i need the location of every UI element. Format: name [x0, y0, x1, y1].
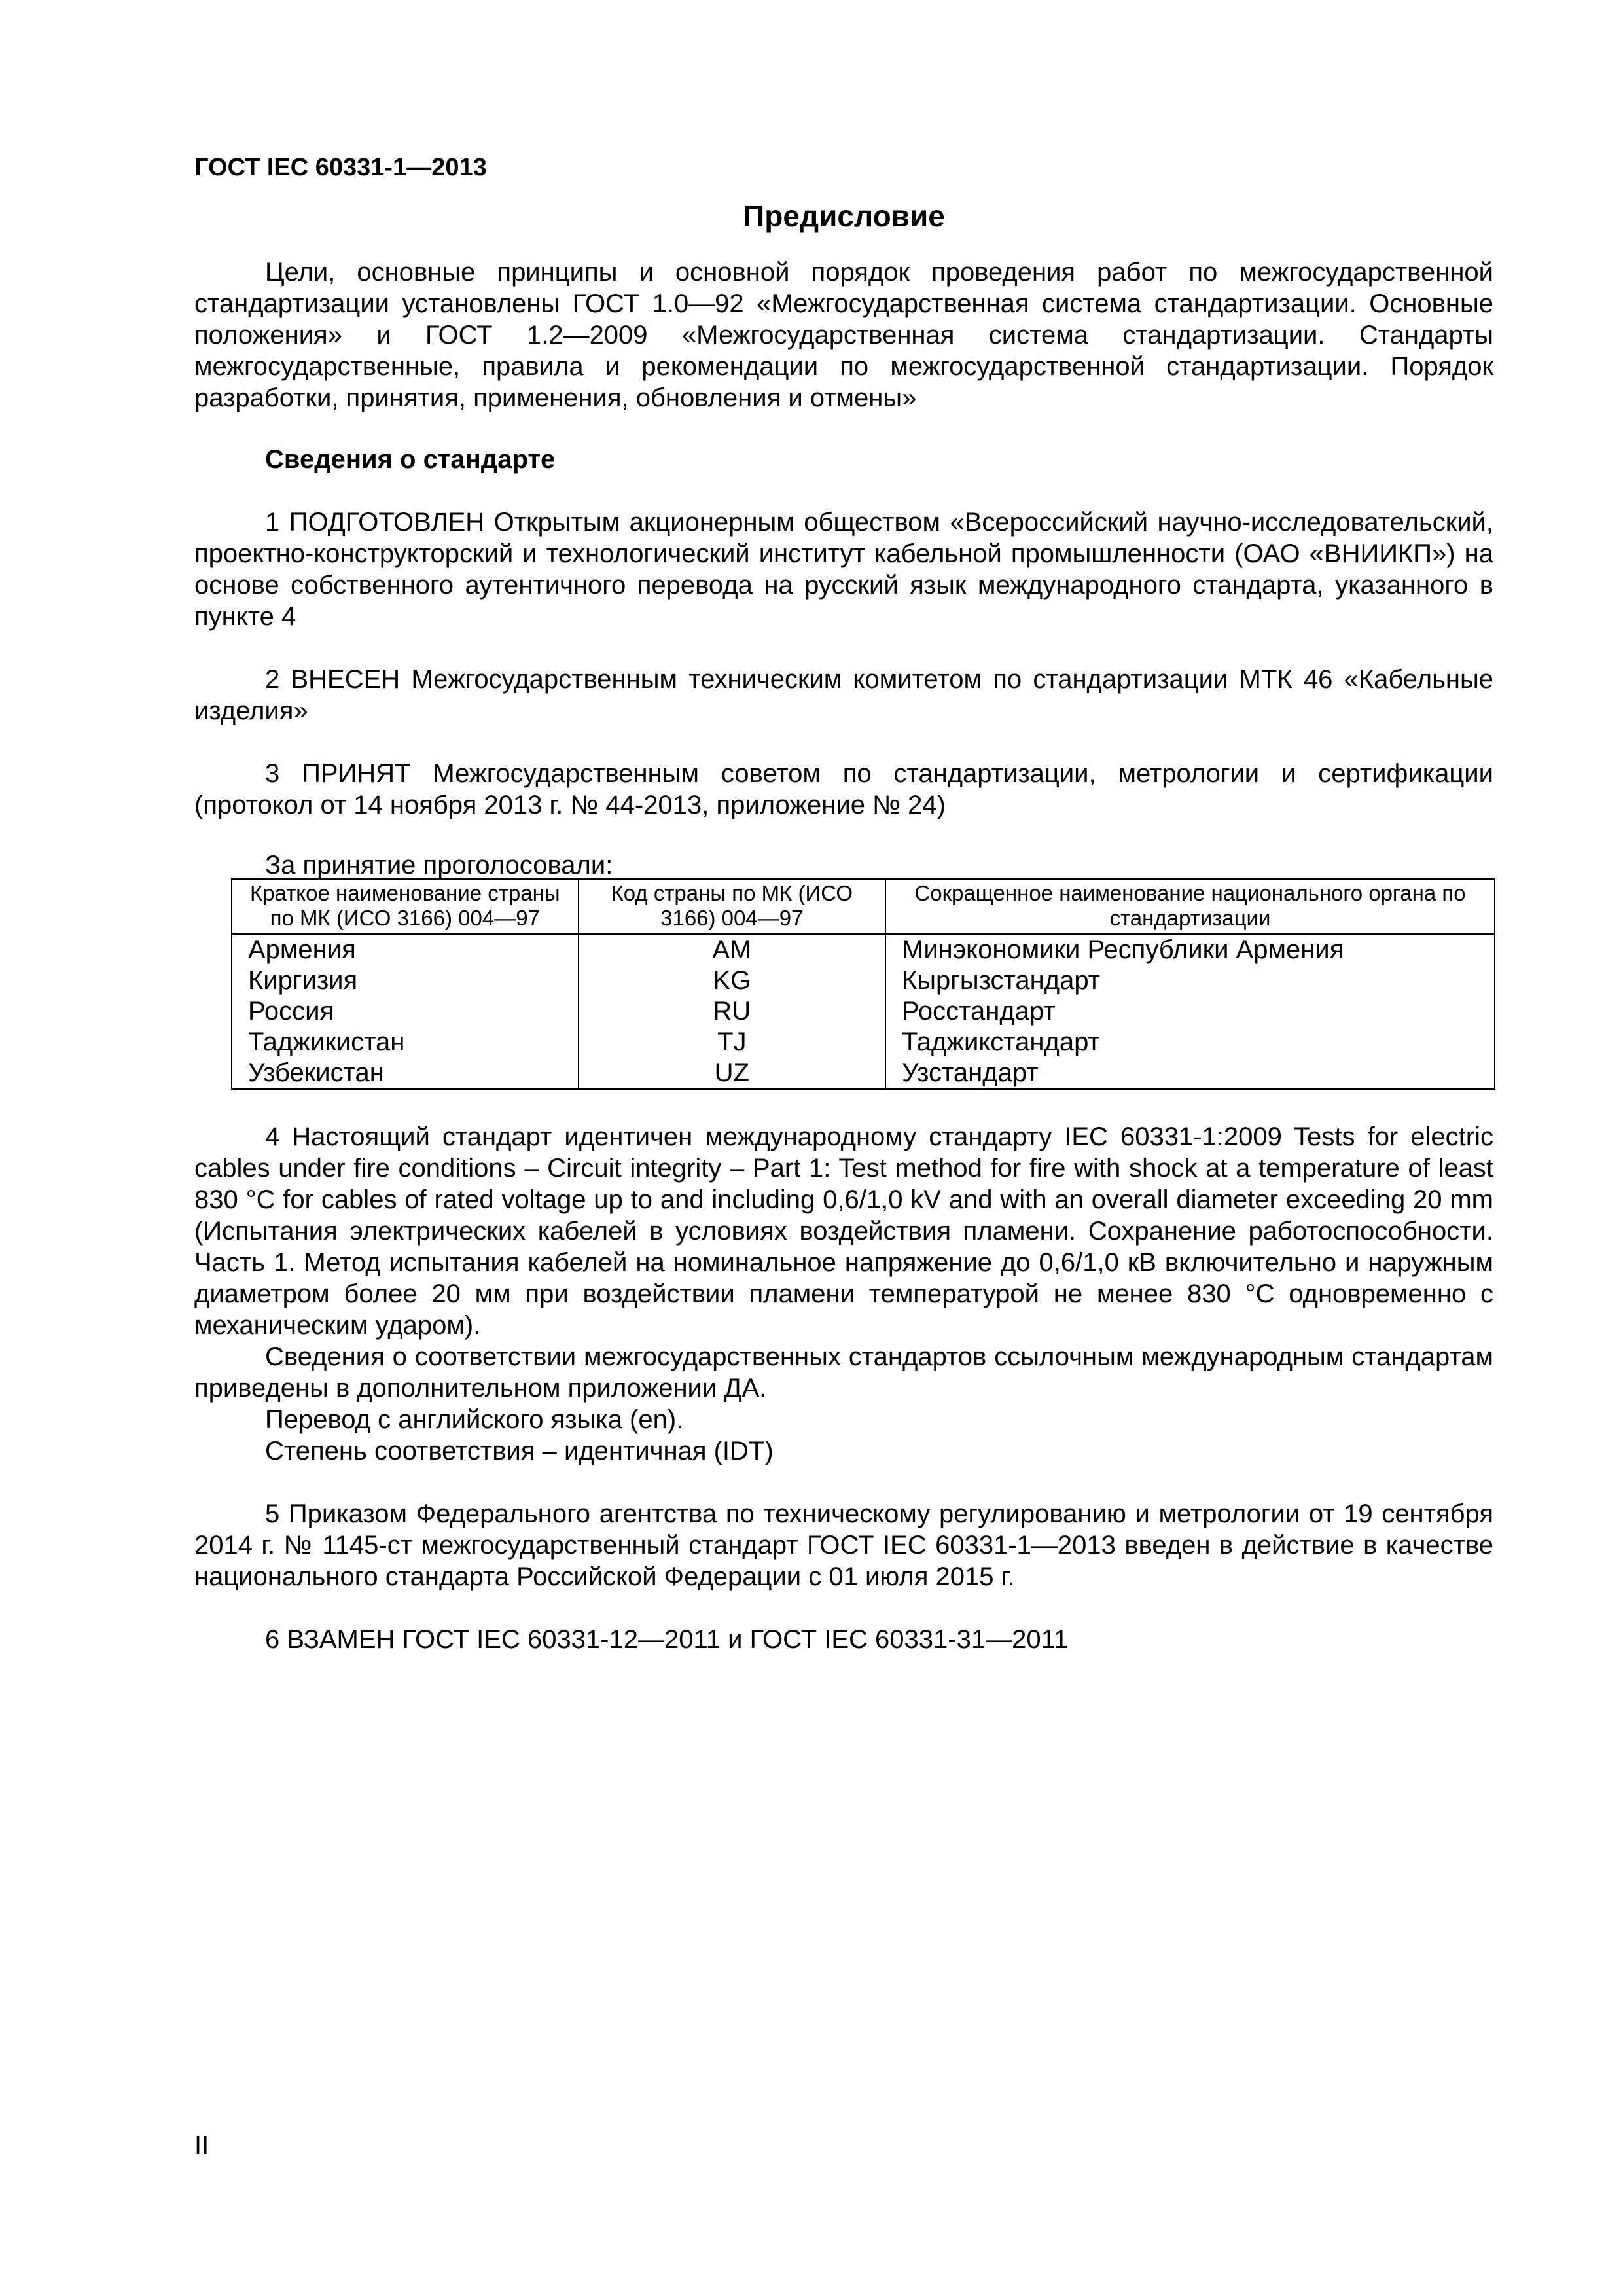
national-body-cell: Таджикстандарт — [885, 1027, 1495, 1058]
header-national-body: Сокращенное наименование национального органа по стандартизации — [885, 879, 1495, 934]
country-code-cell: AM — [579, 934, 885, 965]
header-country-name: Краткое наименование страны по МК (ИСО 3166) 004—97 — [232, 879, 579, 934]
country-name-cell: Киргизия — [232, 965, 579, 996]
national-body-cell: Узстандарт — [885, 1058, 1495, 1089]
item-4-translation: Перевод с английского языка (en). — [265, 1405, 684, 1434]
table-header-row — [232, 879, 1495, 934]
page-number: II — [194, 2131, 209, 2160]
header-country-code: Код страны по МК (ИСО 3166) 004—97 — [579, 879, 885, 934]
item-5-paragraph: 5 Приказом Федерального агентства по техническому регулированию и метрологии от 19 сентября 2014 г. № 1145-ст межгосударственный стандарт ГОСТ IEC 60331-1—2013 введен в действие в качестве национального стандарта Российской Федерации с 01 июля 2015 г. — [194, 1499, 1493, 1591]
item-2-paragraph: 2 ВНЕСЕН Межгосударственным техническим комитетом по стандартизации МТК 46 «Кабельные изделия» — [194, 665, 1493, 725]
info-heading: Сведения о стандарте — [265, 445, 556, 474]
table-row — [232, 1058, 1495, 1089]
item-4-paragraph: 4 Настоящий стандарт идентичен международному стандарту IEC 60331-1:2009 Tests for electric cables under fire conditions – Circuit integrity – Part 1: Test method for fire with shock at a temperature of least 830 °C for cables of rated voltage up to and including 0,6/1,0 kV and with an overall diameter exceeding 20 mm (Испытания электрических кабелей в условиях воздействия пламени. Сохранение работоспособности. Часть 1. Метод испытания кабелей на номинальное напряжение до 0,6/1,0 кВ включительно и наружным диаметром более 20 мм при воздействии пламени температурой не менее 830 °С одновременно с механическим ударом). — [194, 1122, 1493, 1340]
national-body-cell: Росстандарт — [885, 996, 1495, 1027]
document-page — [194, 152, 1493, 1655]
item-3-paragraph: 3 ПРИНЯТ Межгосударственным советом по стандартизации, метрологии и сертификации (протокол от 14 ноября 2013 г. № 44-2013, приложение № 24) — [194, 759, 1493, 819]
table-row — [232, 1027, 1495, 1058]
country-code-cell: RU — [579, 996, 885, 1027]
item-6-paragraph: 6 ВЗАМЕН ГОСТ IEC 60331-12—2011 и ГОСТ IEC 60331-31—2011 — [265, 1625, 1069, 1654]
document-code: ГОСТ IEC 60331-1—2013 — [194, 154, 487, 181]
item-4-degree: Степень соответствия – идентичная (IDT) — [265, 1437, 774, 1465]
country-name-cell: Россия — [232, 996, 579, 1027]
country-code-cell: TJ — [579, 1027, 885, 1058]
page-title: Предисловие — [743, 199, 945, 233]
country-name-cell: Узбекистан — [232, 1058, 579, 1089]
country-name-cell: Таджикистан — [232, 1027, 579, 1058]
table-row — [232, 996, 1495, 1027]
country-code-cell: UZ — [579, 1058, 885, 1089]
vote-label: За принятие проголосовали: — [265, 851, 613, 880]
national-body-cell: Минэкономики Республики Армения — [885, 934, 1495, 965]
table-row — [232, 934, 1495, 965]
table-row — [232, 965, 1495, 996]
national-body-cell: Кыргызстандарт — [885, 965, 1495, 996]
voting-table — [231, 878, 1495, 1090]
intro-paragraph: Цели, основные принципы и основной порядок проведения работ по межгосударственной стандартизации установлены ГОСТ 1.0—92 «Межгосударственная система стандартизации. Основные положения» и ГОСТ 1.2—2009 «Межгосударственная система стандартизации. Стандарты межгосударственные, правила и рекомендации по межгосударственной стандартизации. Порядок разработки, принятия, применения, обновления и отмены» — [194, 258, 1493, 412]
item-4-references: Сведения о соответствии межгосударственных стандартов ссылочным международным стандартам приведены в дополнительном приложении ДА. — [194, 1342, 1493, 1403]
country-code-cell: KG — [579, 965, 885, 996]
country-name-cell: Армения — [232, 934, 579, 965]
item-1-paragraph: 1 ПОДГОТОВЛЕН Открытым акционерным обществом «Всероссийский научно-исследовательский, проектно-конструкторский и технологический институт кабельной промышленности (ОАО «ВНИИКП») на основе собственного аутентичного перевода на русский язык международного стандарта, указанного в пункте 4 — [194, 508, 1493, 631]
